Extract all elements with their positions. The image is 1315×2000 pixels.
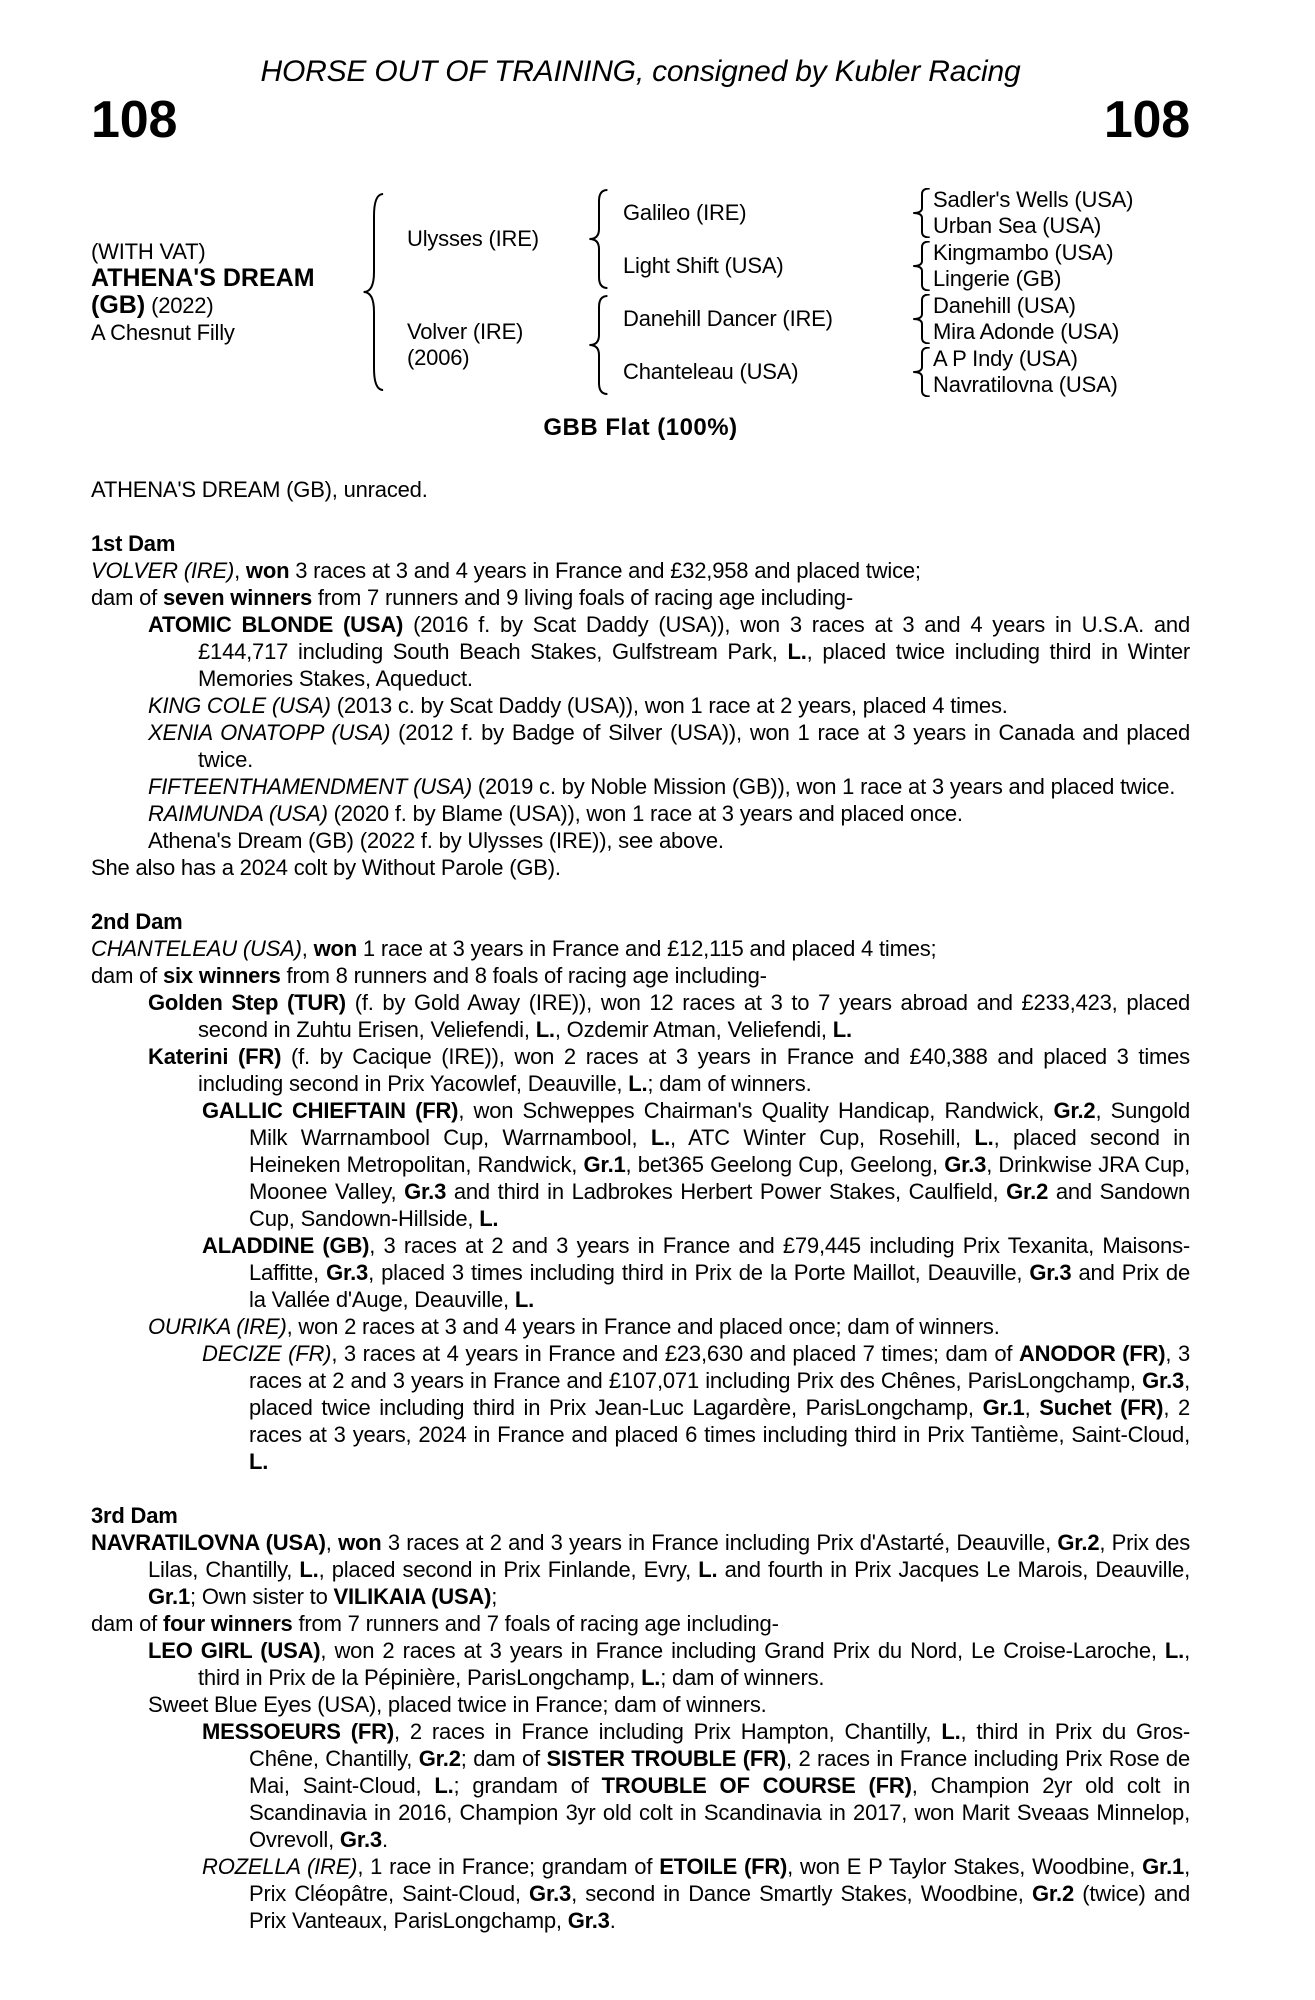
subject-block bbox=[91, 186, 361, 398]
sire-sire-sire-name: Sadler's Wells (USA) bbox=[933, 186, 1134, 212]
sire-sire-name: Galileo (IRE) bbox=[623, 199, 747, 225]
gbb-scheme-note: GBB Flat (100%) bbox=[543, 414, 738, 441]
sire-sire-branch bbox=[611, 186, 1190, 239]
progeny-entry-golden-step: Golden Step (TUR) (f. by Gold Away (IRE)), won 12 races at 3 to 7 years abroad and £233,423, placed second in Zuhtu Erisen, Veliefendi, L., Ozdemir Atman, Veliefendi, L. bbox=[148, 990, 1191, 1042]
first-dam-produce-summary: dam of seven winners from 7 runners and 9 living foals of racing age including- bbox=[91, 585, 853, 610]
lot-number-left: 108 bbox=[91, 91, 178, 149]
progeny-entry-athenas-dream: Athena's Dream (GB) (2022 f. by Ulysses (IRE)), see above. bbox=[148, 828, 724, 853]
progeny-entry-sweet-blue-eyes: Sweet Blue Eyes (USA), placed twice in France; dam of winners. bbox=[148, 1692, 767, 1717]
third-dam-record: NAVRATILOVNA (USA), won 3 races at 2 and 3 years in France including Prix d'Astarté, Deauville, Gr.2, Prix des Lilas, Chantilly, L., placed second in Prix Finlande, Evry, L. and fourth in Prix Jacques Le Marois, Deauville, Gr.1; Own sister to VILIKAIA (USA); bbox=[91, 1530, 1191, 1609]
progeny-entry-ourika: OURIKA (IRE), won 2 races at 3 and 4 years in France and placed once; dam of winners. bbox=[148, 1314, 1000, 1339]
dam-sire-dam-name: Mira Adonde (USA) bbox=[933, 318, 1120, 344]
pedigree-brace-small bbox=[911, 241, 933, 291]
dam-name: Volver (IRE) (2006) bbox=[407, 319, 524, 370]
dam-dam-dam-name: Navratilovna (USA) bbox=[933, 371, 1118, 397]
progeny-entry-aladdine: ALADDINE (GB), 3 races at 2 and 3 years in France and £79,445 including Prix Texanita, Maisons-Laffitte, Gr.3, placed 3 times including third in Prix de la Porte Maillot, Deauville, Gr.3 and Prix de la Vallée d'Auge, Deauville, L. bbox=[202, 1233, 1190, 1312]
second-dam-record: CHANTELEAU (USA), won 1 race at 3 years in France and £12,115 and placed 4 times; bbox=[91, 936, 937, 961]
dam-dam-name: Chanteleau (USA) bbox=[623, 358, 799, 384]
sire-name: Ulysses (IRE) bbox=[407, 226, 539, 251]
progeny-entry-rozella: ROZELLA (IRE), 1 race in France; grandam of ETOILE (FR), won E P Taylor Stakes, Woodbine, Gr.1, Prix Cléopâtre, Saint-Cloud, Gr.3, second in Dance Smartly Stakes, Woodbine, Gr.2 (twice) and Prix Vanteaux, ParisLongchamp, Gr.3. bbox=[202, 1854, 1191, 1933]
dam-dam-sire-name: A P Indy (USA) bbox=[933, 345, 1078, 371]
dam-sire-sire-name: Danehill (USA) bbox=[933, 292, 1076, 318]
subject-description: A Chesnut Filly bbox=[91, 320, 235, 345]
pedigree-brace-small bbox=[911, 347, 933, 397]
pedigree-brace-small bbox=[911, 294, 933, 344]
page-title: HORSE OUT OF TRAINING, consigned by Kubler Racing bbox=[260, 55, 1021, 88]
sire-dam-dam-name: Lingerie (GB) bbox=[933, 265, 1062, 291]
lot-number-row bbox=[91, 91, 1190, 149]
progeny-entry-king-cole: KING COLE (USA) (2013 c. by Scat Daddy (USA)), won 1 race at 2 years, placed 4 times. bbox=[148, 693, 1008, 718]
pedigree-brace-small bbox=[911, 188, 933, 238]
sire-dam-branch bbox=[611, 239, 1190, 292]
progeny-entry-messoeurs: MESSOEURS (FR), 2 races in France including Prix Hampton, Chantilly, L., third in Prix du Gros-Chêne, Chantilly, Gr.2; dam of SISTER TROUBLE (FR), 2 races in France including Prix Rose de Mai, Saint-Cloud, L.; grandam of TROUBLE OF COURSE (FR), Champion 2yr old colt in Scandinavia in 2016, Champion 3yr old colt in Scandinavia in 2017, won Marit Sveaas Minnelop, Ovrevoll, Gr.3. bbox=[202, 1719, 1191, 1852]
dam-sire-branch bbox=[611, 292, 1190, 345]
third-dam-produce-summary: dam of four winners from 7 runners and 7 foals of racing age including- bbox=[91, 1611, 779, 1636]
progeny-entry-xenia-onatopp: XENIA ONATOPP (USA) (2012 f. by Badge of Silver (USA)), won 1 race at 3 years in Canada and placed twice. bbox=[148, 720, 1190, 772]
unraced-note: ATHENA'S DREAM (GB), unraced. bbox=[91, 477, 428, 502]
first-dam-record: VOLVER (IRE), won 3 races at 3 and 4 years in France and £32,958 and placed twice; bbox=[91, 558, 921, 583]
dam-sire-name: Danehill Dancer (IRE) bbox=[623, 305, 833, 331]
progeny-entry-decize: DECIZE (FR), 3 races at 4 years in France and £23,630 and placed 7 times; dam of ANODOR (FR), 3 races at 2 and 3 years in France and £107,071 including Prix des Chênes, ParisLongchamp, Gr.3, placed twice including third in Prix Jean-Luc Lagardère, ParisLongchamp, Gr.1, Suchet (FR), 2 races at 3 years, 2024 in France and placed 6 times including third in Prix Tantième, Saint-Cloud, L. bbox=[202, 1341, 1190, 1474]
dam-dam-branch bbox=[611, 345, 1190, 398]
subject-name: ATHENA'S DREAM bbox=[91, 264, 315, 292]
progeny-entry-gallic-chieftain: GALLIC CHIEFTAIN (FR), won Schweppes Chairman's Quality Handicap, Randwick, Gr.2, Sungold Milk Warrnambool Cup, Warrnambool, L., ATC Winter Cup, Rosehill, L., placed second in Heineken Metropolitan, Randwick, Gr.1, bet365 Geelong Cup, Geelong, Gr.3, Drinkwise JRA Cup, Moonee Valley, Gr.3 and third in Ladbrokes Herbert Power Stakes, Caulfield, Gr.2 and Sandown Cup, Sandown-Hillside, L. bbox=[202, 1098, 1190, 1231]
progeny-entry-atomic-blonde: ATOMIC BLONDE (USA) (2016 f. by Scat Daddy (USA)), won 3 races at 3 and 4 years in U.S.A. and £144,717 including South Beach Stakes, Gulfstream Park, L., placed twice including third in Winter Memories Stakes, Aqueduct. bbox=[148, 612, 1191, 691]
section-header-2nd-dam: 2nd Dam bbox=[91, 909, 183, 934]
subject-country-year: (GB) (2022) bbox=[91, 291, 214, 319]
second-dam-produce-summary: dam of six winners from 8 runners and 8 foals of racing age including- bbox=[91, 963, 767, 988]
sire-dam-sire-name: Kingmambo (USA) bbox=[933, 239, 1114, 265]
sire-dam-name: Light Shift (USA) bbox=[623, 252, 784, 278]
sire-branch bbox=[387, 186, 1190, 292]
vat-note: (WITH VAT) bbox=[91, 239, 206, 264]
pedigree-brace-main bbox=[361, 192, 387, 392]
progeny-entry-raimunda: RAIMUNDA (USA) (2020 f. by Blame (USA)), won 1 race at 3 years and placed once. bbox=[148, 801, 963, 826]
lot-number-right: 108 bbox=[1103, 91, 1190, 149]
progeny-entry-fifteenthamendment: FIFTEENTHAMENDMENT (USA) (2019 c. by Noble Mission (GB)), won 1 race at 3 years and placed twice. bbox=[148, 774, 1176, 799]
pedigree-brace-sire bbox=[587, 189, 611, 289]
pedigree-table bbox=[91, 186, 1190, 398]
section-header-1st-dam: 1st Dam bbox=[91, 531, 176, 556]
pedigree-brace-dam bbox=[587, 295, 611, 395]
pedigree-generations bbox=[387, 186, 1190, 398]
dam-branch bbox=[387, 292, 1190, 398]
progeny-entry-leo-girl: LEO GIRL (USA), won 2 races at 3 years in France including Grand Prix du Nord, Le Croise-Laroche, L., third in Prix de la Pépinière, ParisLongchamp, L.; dam of winners. bbox=[148, 1638, 1190, 1690]
also-has-note: She also has a 2024 colt by Without Parole (GB). bbox=[91, 855, 561, 880]
catalogue-text bbox=[91, 476, 1190, 1934]
sire-sire-dam-name: Urban Sea (USA) bbox=[933, 212, 1102, 238]
progeny-entry-katerini: Katerini (FR) (f. by Cacique (IRE)), won 2 races at 3 years in France and £40,388 and placed 3 times including second in Prix Yacowlef, Deauville, L.; dam of winners. bbox=[148, 1044, 1190, 1096]
section-header-3rd-dam: 3rd Dam bbox=[91, 1503, 178, 1528]
